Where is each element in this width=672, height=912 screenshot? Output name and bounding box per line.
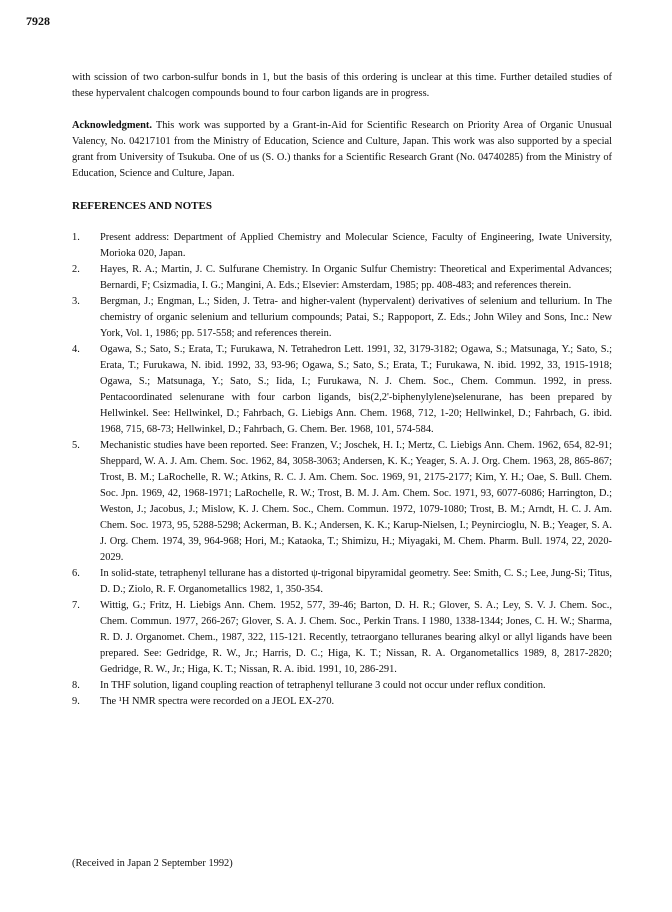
acknowledgment-text: This work was supported by a Grant-in-Aid for Scientific Research on Priority Area of Organic Unusual Valency, No. 04217101 from the Ministry of Education, Science and Culture, Japan. This work was also supported by a special grant from University of Tsukuba. One of us (S. O.) thanks for a Scientific Research Grant (No. 04740285) from the Ministry of Education, Science and Culture, Japan. — [72, 120, 612, 179]
reference-number: 4. — [72, 344, 80, 355]
reference-text: Bergman, J.; Engman, L.; Siden, J. Tetra- and higher-valent (hypervalent) derivatives of selenium and tellurium. In The chemistry of organic selenium and tellurium compounds; Patai, S.; Rappoport, Z. Eds.; John Wiley and Sons, Inc.: New York, Vol. 1, 1986; pp. 517-558; and references therein. — [100, 296, 612, 339]
reference-item — [72, 598, 612, 678]
reference-number: 5. — [72, 440, 80, 451]
reference-item — [72, 262, 612, 294]
main-text — [72, 70, 612, 710]
references-list — [72, 230, 612, 710]
reference-item — [72, 694, 612, 710]
reference-text: Hayes, R. A.; Martin, J. C. Sulfurane Chemistry. In Organic Sulfur Chemistry: Theoretical and Experimental Advances; Bernardi, F; Csizmadia, I. G.; Mangini, A. Eds.; Elsevier: Amsterdam, 1985; pp. 408-483; and references therein. — [100, 264, 612, 291]
reference-text: In solid-state, tetraphenyl tellurane has a distorted ψ-trigonal bipyramidal geometry. See: Smith, C. S.; Lee, Jung-Si; Titus, D. D.; Ziolo, R. F. Organometallics 1982, 1, 350-354. — [100, 568, 612, 595]
reference-number: 8. — [72, 680, 80, 691]
reference-number: 3. — [72, 296, 80, 307]
reference-item — [72, 566, 612, 598]
reference-number: 7. — [72, 600, 80, 611]
reference-item — [72, 678, 612, 694]
acknowledgment-paragraph — [72, 118, 612, 182]
reference-item — [72, 438, 612, 566]
reference-item — [72, 342, 612, 438]
reference-number: 1. — [72, 232, 80, 243]
reference-text: The ¹H NMR spectra were recorded on a JEOL EX-270. — [100, 696, 335, 707]
received-note: (Received in Japan 2 September 1992) — [72, 858, 233, 869]
intro-paragraph: with scission of two carbon-sulfur bonds in 1, but the basis of this ordering is unclear at this time. Further detailed studies of these hypervalent chalcogen compounds bound to four carbon ligands are in progress. — [72, 72, 612, 99]
reference-text: Ogawa, S.; Sato, S.; Erata, T.; Furukawa, N. Tetrahedron Lett. 1991, 32, 3179-3182; Ogawa, S.; Matsunaga, Y.; Sato, S.; Erata, T.; Furukawa, N. ibid. 1992, 33, 93-96; Ogawa, S.; Sato, S.; Erata, T.; Furukawa, N. ibid. 1992, 33, 1915-1918; Ogawa, S.; Matsunaga, Y.; Sato, S.; Iida, I.; Furukawa, N. J. Chem. Soc., Chem. Commun. 1992, in press. Pentacoordinated selenurane with four carbon ligands, bis(2,2'-biphenylylene)selenurane, has been prepared by Hellwinkel. See: Hellwinkel, D.; Fahrbach, G. Liebigs Ann. Chem. 1968, 712, 1-20; Hellwinkel, D.; Fahrbach, G. ibid. 1968, 715, 68-73; Hellwinkel, D.; Fahrbach, G. Chem. Ber. 1968, 101, 574-584. — [100, 344, 612, 435]
reference-text: Mechanistic studies have been reported. See: Franzen, V.; Joschek, H. I.; Mertz, C. Liebigs Ann. Chem. 1962, 654, 82-91; Sheppard, W. A. J. Am. Chem. Soc. 1962, 84, 3058-3063; Andersen, K. K.; Yeager, S. A. J. Org. Chem. 1963, 28, 865-867; Trost, B. M.; LaRochelle, R. W.; Atkins, R. C. J. Am. Chem. Soc. 1969, 91, 2175-2177; Kim, Y. H.; Oae, S. Bull. Chem. Soc. Jpn. 1969, 42, 1968-1971; LaRochelle, R. W.; Trost, B. M. J. Am. Chem. Soc. 1971, 93, 6077-6086; Harrington, D.; Weston, J.; Jacobus, J.; Mislow, K. J. Chem. Soc., Chem. Commun. 1972, 1079-1080; Trost, B. M.; Arndt, H. C. J. Am. Chem. Soc. 1973, 95, 5288-5298; Ackerman, B. K.; Andersen, K. K.; Karup-Nielsen, I.; Peynircioglu, N. B.; Yeager, S. A. J. Org. Chem. 1974, 39, 964-968; Hori, M.; Kataoka, T.; Shimizu, H.; Miyagaki, M. Chem. Pharm. Bull. 1974, 22, 2020-2029. — [100, 440, 612, 563]
references-title: REFERENCES AND NOTES — [72, 200, 212, 212]
reference-text: Wittig, G.; Fritz, H. Liebigs Ann. Chem. 1952, 577, 39-46; Barton, D. H. R.; Glover, S. A.; Ley, S. V. J. Chem. Soc., Chem. Commun. 1977, 266-267; Glover, S. A. J. Chem. Soc., Perkin Trans. I 1980, 1338-1344; Jones, C. H. W.; Sharma, R. D. J. Organomet. Chem., 1987, 322, 115-121. Recently, tetraorgano telluranes bearing alkyl or allyl ligands have been prepared. See: Gedridge, R. W., Jr.; Harris, D. C.; Higa, K. T.; Nissan, R. A. Organometallics 1989, 8, 2817-2820; Gedridge, R. W., Jr.; Higa, K. T.; Nissan, R. A. ibid. 1991, 10, 286-291. — [100, 600, 612, 675]
reference-number: 2. — [72, 264, 80, 275]
acknowledgment-heading: Acknowledgment. — [72, 120, 152, 131]
reference-number: 6. — [72, 568, 80, 579]
reference-text: In THF solution, ligand coupling reaction of tetraphenyl tellurane 3 could not occur under reflux condition. — [100, 680, 546, 691]
reference-text: Present address: Department of Applied Chemistry and Molecular Science, Faculty of Engineering, Iwate University, Morioka 020, Japan. — [100, 232, 612, 259]
reference-item — [72, 294, 612, 342]
reference-item — [72, 230, 612, 262]
reference-number: 9. — [72, 696, 80, 707]
page-number: 7928 — [26, 14, 50, 28]
